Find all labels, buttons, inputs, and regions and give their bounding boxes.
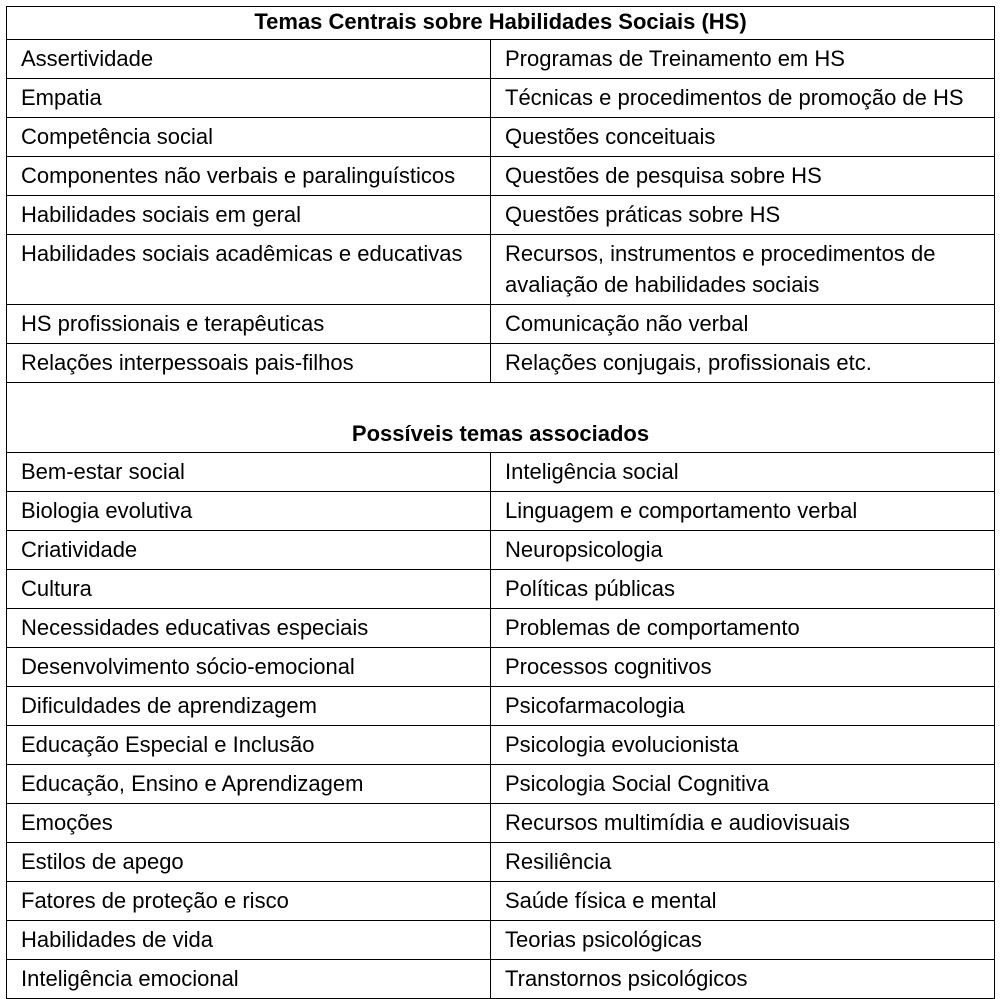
table-cell: Psicologia evolucionista	[491, 726, 995, 765]
table-cell: HS profissionais e terapêuticas	[7, 305, 491, 344]
table-cell: Assertividade	[7, 40, 491, 79]
associated-themes-title: Possíveis temas associados	[7, 419, 995, 453]
table-cell: Teorias psicológicas	[491, 921, 995, 960]
table-cell: Psicologia Social Cognitiva	[491, 765, 995, 804]
table-cell: Saúde física e mental	[491, 882, 995, 921]
table-cell: Educação Especial e Inclusão	[7, 726, 491, 765]
table-cell: Desenvolvimento sócio-emocional	[7, 648, 491, 687]
table-row	[7, 609, 995, 648]
central-themes-title: Temas Centrais sobre Habilidades Sociais (HS)	[7, 7, 995, 40]
table-row	[7, 921, 995, 960]
table-cell: Habilidades sociais em geral	[7, 196, 491, 235]
table-cell: Psicofarmacologia	[491, 687, 995, 726]
table-row	[7, 882, 995, 921]
table-cell: Transtornos psicológicos	[491, 960, 995, 999]
table-row	[7, 118, 995, 157]
table-row	[7, 344, 995, 383]
table-cell: Educação, Ensino e Aprendizagem	[7, 765, 491, 804]
table-cell: Questões conceituais	[491, 118, 995, 157]
table-row	[7, 492, 995, 531]
table-cell: Criatividade	[7, 531, 491, 570]
table-row	[7, 804, 995, 843]
table-cell: Necessidades educativas especiais	[7, 609, 491, 648]
table-row	[7, 687, 995, 726]
table-cell: Biologia evolutiva	[7, 492, 491, 531]
table-cell: Bem-estar social	[7, 453, 491, 492]
table-row	[7, 40, 995, 79]
table-cell: Problemas de comportamento	[491, 609, 995, 648]
table-cell: Questões de pesquisa sobre HS	[491, 157, 995, 196]
table-cell: Dificuldades de aprendizagem	[7, 687, 491, 726]
table-cell: Habilidades sociais acadêmicas e educativas	[7, 235, 491, 305]
table-row	[7, 570, 995, 609]
themes-table-container	[6, 6, 994, 999]
table-row	[7, 235, 995, 305]
table-cell: Competência social	[7, 118, 491, 157]
section-spacer	[7, 383, 995, 420]
table-cell: Recursos multimídia e audiovisuais	[491, 804, 995, 843]
themes-table	[6, 6, 995, 999]
section-spacer-row	[7, 383, 995, 420]
table-cell: Relações conjugais, profissionais etc.	[491, 344, 995, 383]
table-cell: Comunicação não verbal	[491, 305, 995, 344]
table-cell: Cultura	[7, 570, 491, 609]
table-row	[7, 765, 995, 804]
table-cell: Processos cognitivos	[491, 648, 995, 687]
table-row	[7, 305, 995, 344]
table-cell: Neuropsicologia	[491, 531, 995, 570]
associated-header-row	[7, 419, 995, 453]
table-cell: Técnicas e procedimentos de promoção de HS	[491, 79, 995, 118]
table-cell: Emoções	[7, 804, 491, 843]
table-cell: Resiliência	[491, 843, 995, 882]
table-row	[7, 960, 995, 999]
table-cell: Relações interpessoais pais-filhos	[7, 344, 491, 383]
table-cell: Questões práticas sobre HS	[491, 196, 995, 235]
central-header-row	[7, 7, 995, 40]
table-cell: Habilidades de vida	[7, 921, 491, 960]
table-cell: Estilos de apego	[7, 843, 491, 882]
table-row	[7, 531, 995, 570]
table-row	[7, 648, 995, 687]
table-cell: Empatia	[7, 79, 491, 118]
table-row	[7, 453, 995, 492]
table-row	[7, 843, 995, 882]
table-cell: Componentes não verbais e paralinguísticos	[7, 157, 491, 196]
table-row	[7, 157, 995, 196]
table-cell: Políticas públicas	[491, 570, 995, 609]
table-cell: Linguagem e comportamento verbal	[491, 492, 995, 531]
table-cell: Inteligência emocional	[7, 960, 491, 999]
table-cell: Programas de Treinamento em HS	[491, 40, 995, 79]
table-cell: Inteligência social	[491, 453, 995, 492]
table-row	[7, 79, 995, 118]
table-row	[7, 726, 995, 765]
table-cell: Fatores de proteção e risco	[7, 882, 491, 921]
table-cell: Recursos, instrumentos e procedimentos de avaliação de habilidades sociais	[491, 235, 995, 305]
table-row	[7, 196, 995, 235]
